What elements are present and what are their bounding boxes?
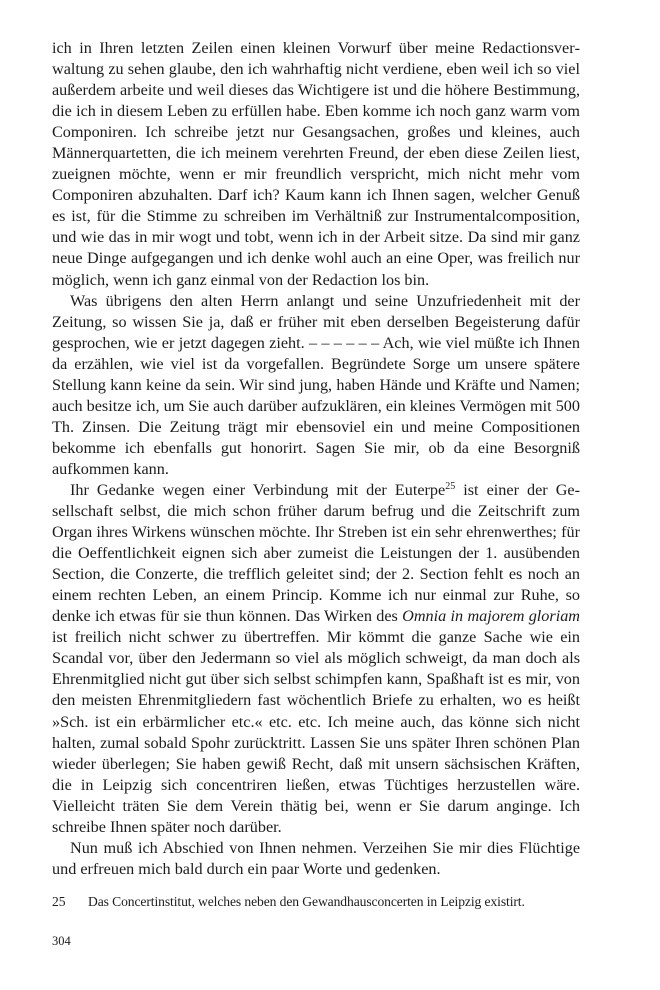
footnote-text: Das Concertinstitut, welches neben den Gewandhausconcerten in Leipzig existirt. [88, 894, 525, 909]
footnote-number: 25 [52, 894, 66, 909]
paragraph-3-text-a: Ihr Gedanke wegen einer Verbindung mit der Euterpe [70, 480, 446, 499]
italic-phrase: Omnia in majorem gloriam [402, 607, 580, 626]
page-body [52, 38, 580, 880]
page-number: 304 [52, 934, 71, 948]
paragraph-2: Was übrigens den alten Herrn anlangt und seine Unzufriedenheit mit der Zeitung, so wissen Sie ja, daß er früher mit eben derselben Begeisterung dafür gesprochen, wie er jetzt dagegen zieht. – – – – – – Ach, wie viel müßte ich Ihnen da erzählen, wie viel ist da vorgefallen. Begründete Sorge um unsere spätere Stellung kann keine da sein. Wir sind jung, haben Hände und Kräfte und Namen; auch besitze ich, um Sie auch darüber aufzuklären, ein kleines Vermögen mit 500 Th. Zinsen. Die Zeitung trägt mir ebensoviel ein und meine Compositionen bekomme ich ebenfalls gut honorirt. Sagen Sie mir, ob da eine Besorgniß aufkommen kann. [52, 291, 580, 478]
paragraph-1: ich in Ihren letzten Zeilen einen kleinen Vorwurf über meine Redactionsverwaltung zu sehen glaube, den ich wahrhaftig nicht verdiene, eben weil ich so viel außerdem arbeite und weil dieses das Wichtigere ist und die höhere Bestimmung, die ich in diesem Leben zu erfüllen habe. Eben komme ich noch ganz warm vom Componiren. Ich schreibe jetzt nur Gesangsachen, großes und kleines, auch Männerquartetten, die ich meinem verehrten Freund, der eben diese Zeilen liest, zueignen möchte, wenn er mir freundlich verspricht, mich nicht mehr vom Componiren abzuhalten. Darf ich? Kaum kann ich Ihnen sagen, welcher Genuß es ist, für die Stimme zu schreiben im Verhältniß zur Instrumentalcomposition, und wie das in mir wogt und tobt, wenn ich in der Arbeit sitze. Da sind mir ganz neue Dinge aufgegangen und ich denke wohl auch an eine Oper, was freilich nur möglich, wenn ich ganz einmal von der Redaction los bin. [52, 39, 580, 289]
paragraph-4: Nun muß ich Abschied von Ihnen nehmen. Verzeihen Sie mir dies Flüchtige und erfreuen mich bald durch ein paar Worte und gedenken. [52, 838, 580, 878]
footnote-reference: 25 [445, 480, 456, 492]
footnote [52, 893, 580, 911]
paragraph-3-text-b: ist einer der Gesellschaft selbst, die mich schon früher darum befrug und die Zeitschrift zum Organ ihres Wirkens wünschen möchte. Ihr Streben ist ein sehr ehrenwerthes; für die Oeffentlichkeit eignen sich aber zumeist die Leistungen der 1. ausübenden Section, die Conzerte, die trefflich geleitet sind; der 2. Section fehlt es noch an einem rechten Leben, an einem Princip. Komme ich nur einmal zur Ruhe, so denke ich etwas für sie thun können. Das Wirken des [52, 480, 580, 626]
paragraph-3-text-c: ist freilich nicht schwer zu übertreffen. Mir kömmt die ganze Sache wie ein Scandal vor, über den Jedermann so viel als möglich schweigt, da man doch als Ehrenmitglied nicht gut über sich selbst schimpfen kann, Spaßhaft ist es mir, von den meisten Ehrenmitgliedern fast wöchentlich Briefe zu erhalten, wo es heißt »Sch. ist ein erbärmlicher etc.« etc. etc. Ich meine auch, das könne sich nicht halten, zumal sobald Spohr zurücktritt. Lassen Sie uns später Ihren schönen Plan wieder überlegen; Sie haben gewiß Recht, daß mit unsern sächsischen Kräften, die in Leipzig sich concentriren ließen, etwas Tüchtiges herzustellen wäre. Vielleicht träten Sie dem Verein thätig bei, wenn er Sie darum anginge. Ich schreibe Ihnen später noch darüber. [52, 628, 580, 836]
paragraph-3 [52, 480, 580, 838]
